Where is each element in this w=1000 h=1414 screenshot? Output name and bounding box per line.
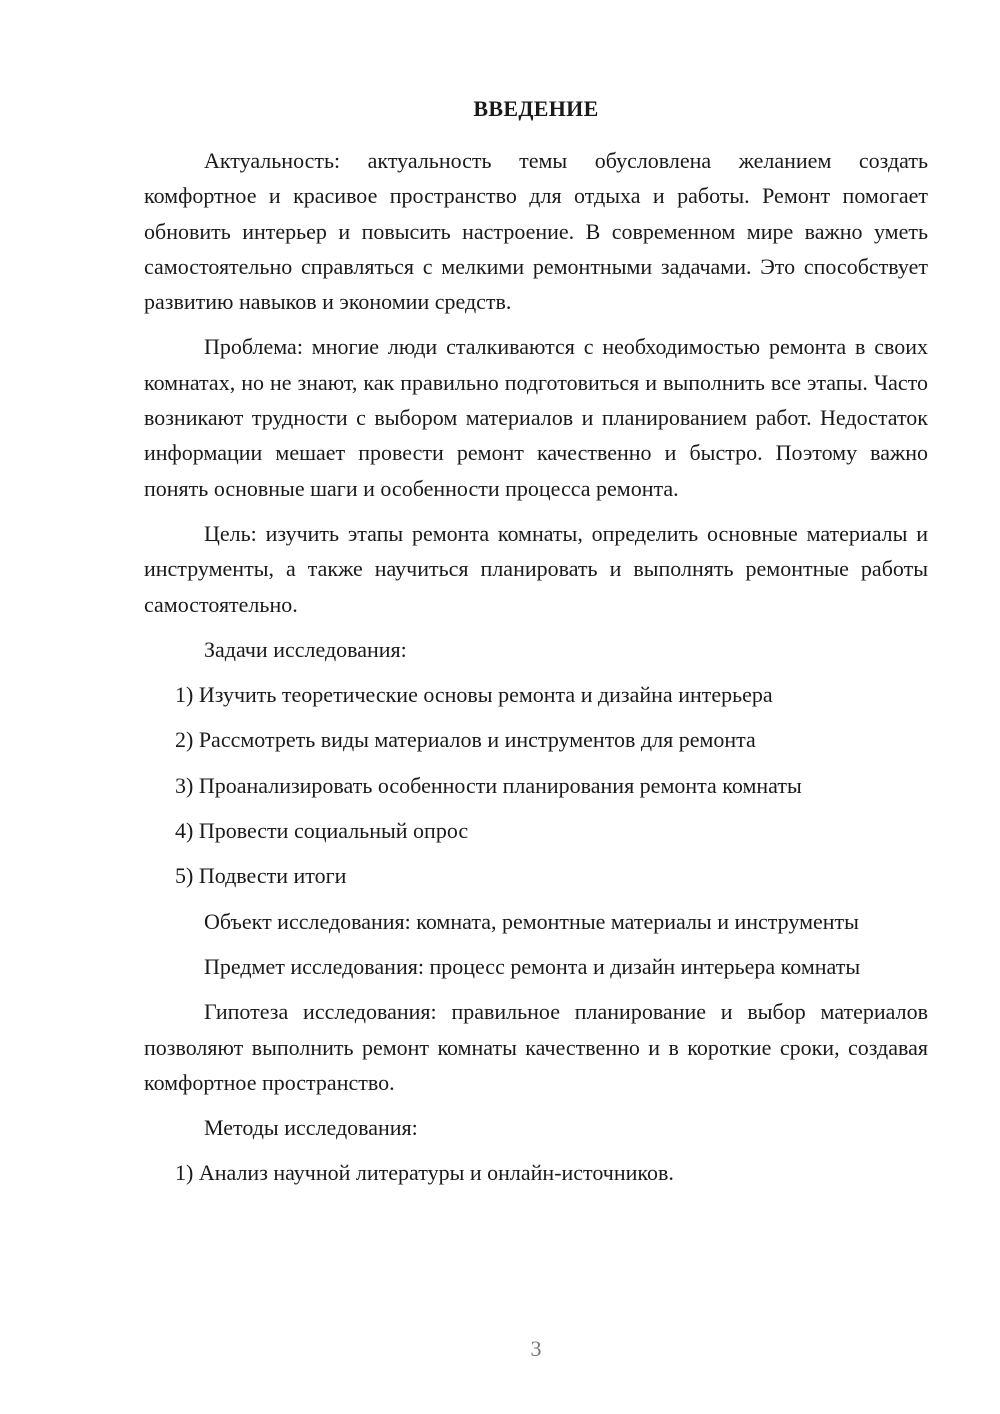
- tasks-list: [144, 677, 928, 893]
- tasks-heading: Задачи исследования:: [204, 636, 407, 662]
- list-item: 1) Анализ научной литературы и онлайн-источников.: [175, 1160, 674, 1186]
- list-item: 4) Провести социальный опрос: [175, 818, 469, 844]
- object-paragraph: Объект исследования: комната, ремонтные материалы и инструменты: [204, 908, 859, 934]
- list-item: 1) Изучить теоретические основы ремонта и дизайна интерьера: [175, 682, 773, 708]
- list-item: 2) Рассмотреть виды материалов и инструментов для ремонта: [175, 727, 756, 753]
- methods-heading: Методы исследования:: [204, 1115, 418, 1141]
- page-title: ВВЕДЕНИЕ: [473, 96, 599, 121]
- methods-list: [144, 1155, 928, 1190]
- goal-paragraph: Цель: изучить этапы ремонта комнаты, определить основные материалы и инструменты, а также научиться планировать и выполнять ремонтные работы самостоятельно.: [144, 520, 928, 617]
- hypothesis-paragraph: Гипотеза исследования: правильное планирование и выбор материалов позволяют выполнить ремонт комнаты качественно и в короткие сроки, создавая комфортное пространство.: [144, 999, 928, 1095]
- problem-paragraph: Проблема: многие люди сталкиваются с необходимостью ремонта в своих комнатах, но не знают, как правильно подготовиться и выполнить все этапы. Часто возникают трудности с выбором материалов и планированием работ. Недостаток информации мешает провести ремонт качественно и быстро. Поэтому важно понять основные шаги и особенности процесса ремонта.: [144, 334, 928, 501]
- subject-paragraph: Предмет исследования: процесс ремонта и дизайн интерьера комнаты: [204, 953, 861, 979]
- page-number: 3: [530, 1336, 542, 1361]
- list-item: 3) Проанализировать особенности планирования ремонта комнаты: [175, 772, 802, 798]
- relevance-paragraph: Актуальность: актуальность темы обусловлена желанием создать комфортное и красивое пространство для отдыха и работы. Ремонт помогает обновить интерьер и повысить настроение. В современном мире важно уметь самостоятельно справляться с мелкими ремонтными задачами. Это способствует развитию навыков и экономии средств.: [144, 148, 928, 315]
- document-body: [144, 143, 928, 1191]
- list-item: 5) Подвести итоги: [175, 863, 347, 889]
